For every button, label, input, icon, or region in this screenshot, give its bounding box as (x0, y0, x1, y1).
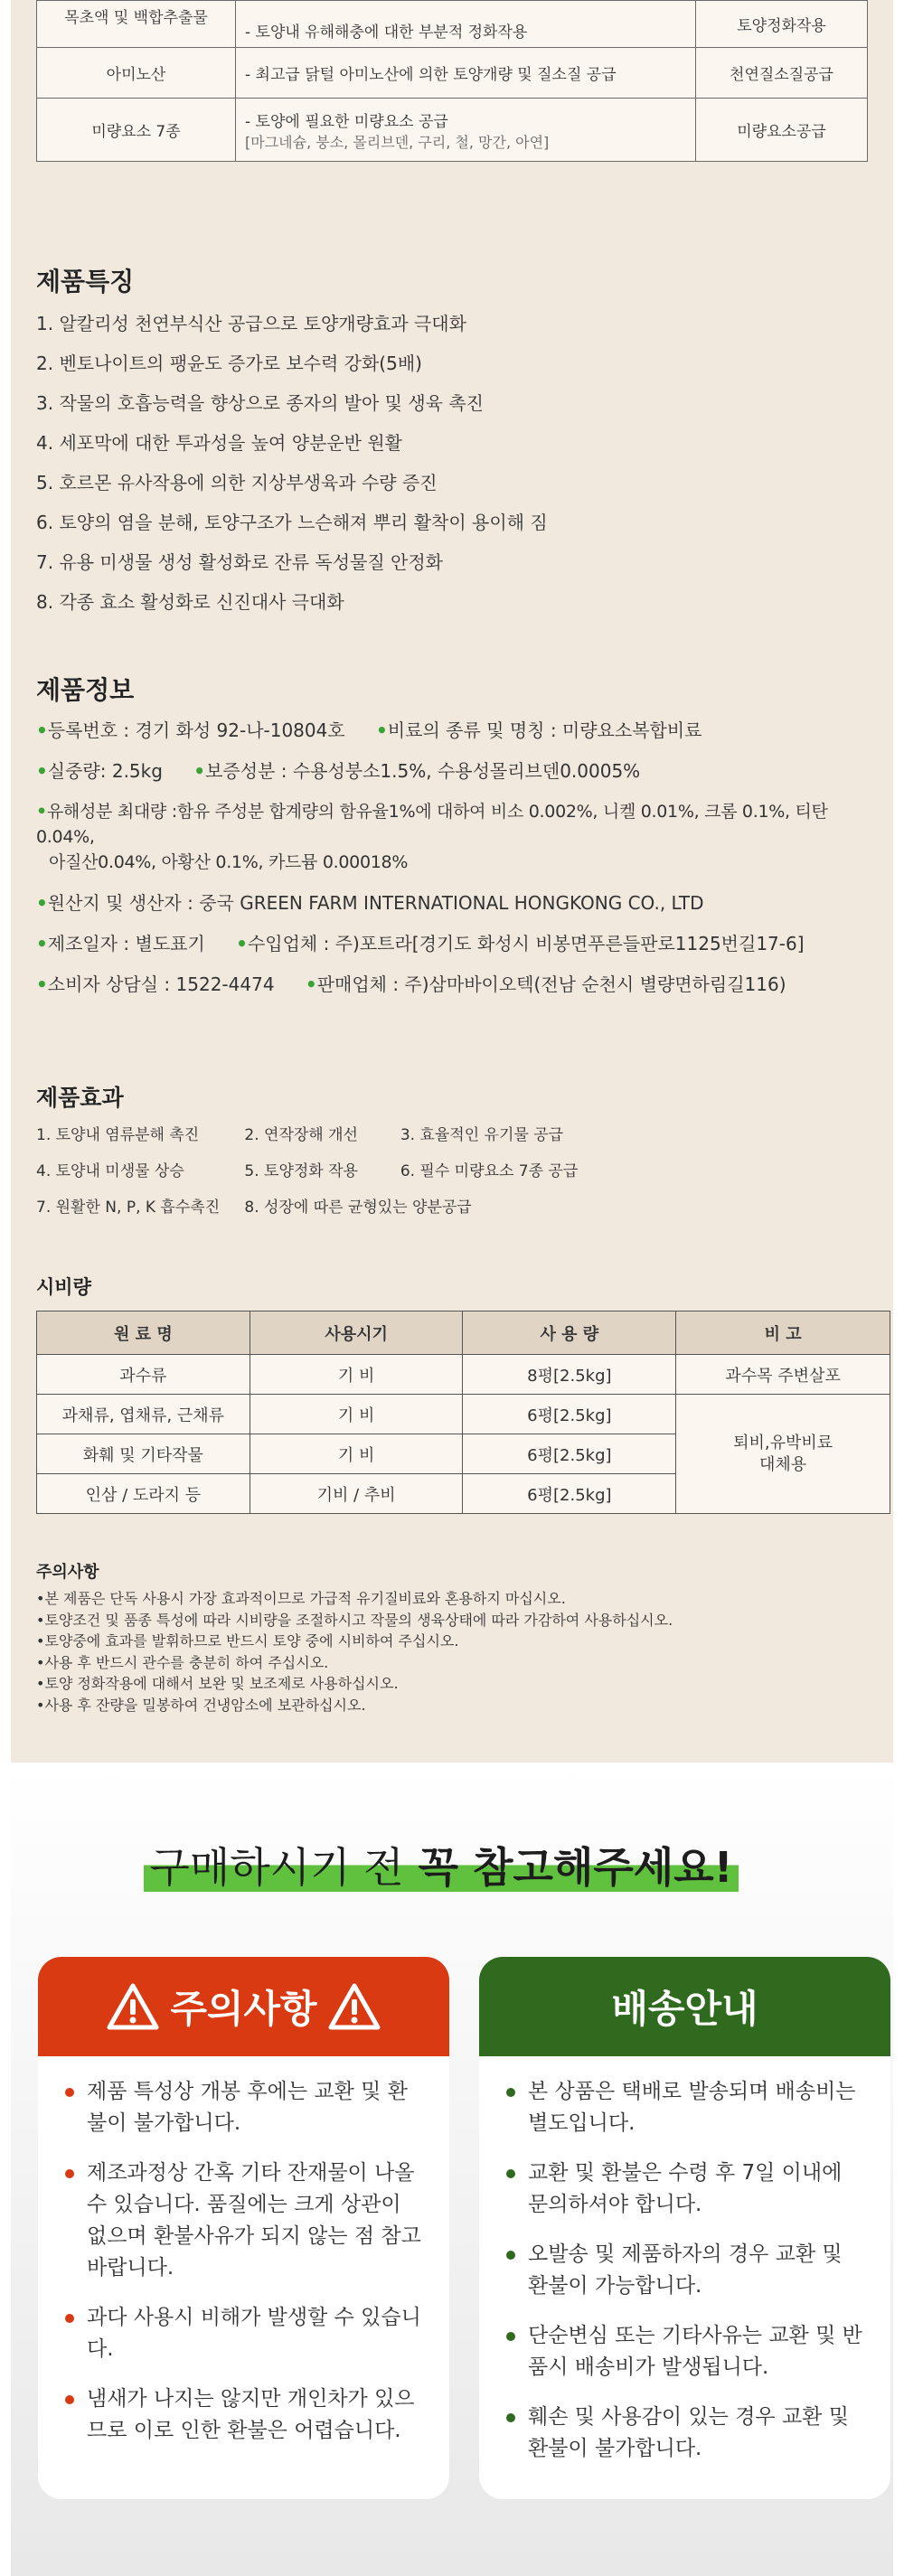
table-row (37, 48, 868, 99)
list-item: 7. 원활한 N, P, K 흡수촉진 (36, 1199, 221, 1217)
ingredient-desc: - 토양에 필요한 미량요소 공급 [마그네슘, 붕소, 몰리브덴, 구리, 철, 망간, 아연] (236, 99, 696, 162)
list-item: 3. 작물의 호흡능력을 향상으로 종자의 발아 및 생육 촉진 (36, 392, 484, 414)
list-item: 냄새가 나지는 않지만 개인차가 있으므로 이로 인한 환불은 어렵습니다. (65, 2383, 422, 2447)
ingredient-effect: 천연질소질공급 (696, 48, 868, 99)
usage-title: 시비량 (36, 1276, 91, 1298)
guarantee: 보증성분 : 수용성붕소1.5%, 수용성몰리브덴0.0005% (205, 760, 641, 782)
effects-row (36, 1196, 578, 1232)
list-item: •토양중에 효과를 발휘하므로 반드시 토양 중에 시비하여 주십시오. (36, 1632, 459, 1650)
table-cell: 기비 / 추비 (250, 1474, 463, 1514)
list-item: •본 제품은 단독 사용시 가장 효과적이므로 가급적 유기질비료와 혼용하지 마십시오. (36, 1590, 566, 1607)
headline-bold: 꼭 참고해주세요! (418, 1843, 733, 1892)
list-item: 훼손 및 사용감이 있는 경우 교환 및 환불이 불가합니다. (506, 2402, 863, 2465)
list-item: 제품 특성상 개봉 후에는 교환 및 환불이 불가합니다. (65, 2076, 422, 2139)
list-item: 6. 토양의 염을 분해, 토양구조가 느슨해져 뿌리 활착이 용이해 짐 (36, 512, 548, 533)
caution-title: 주의사항 (36, 1563, 99, 1582)
list-item: •사용 후 잔량을 밀봉하여 건냉암소에 보관하십시오. (36, 1696, 366, 1714)
list-item: 교환 및 환불은 수령 후 7일 이내에 문의하셔야 합니다. (506, 2158, 863, 2221)
list-item: 8. 성장에 따른 균형있는 양분공급 (244, 1199, 472, 1217)
list-item: 5. 토양정화 작용 (244, 1162, 358, 1180)
info-row: •소비자 상담실 : 1522-4474 •판매업체 : 주)삼마바이오텍(전남 순천시 별량면하림길116) (36, 973, 786, 995)
warning-card-header (38, 1957, 449, 2056)
info-row: •실중량: 2.5kg •보증성분 : 수용성붕소1.5%, 수용성몰리브덴0.0005% (36, 760, 641, 782)
delivery-card (479, 1957, 890, 2499)
table-cell: 8평[2.5kg] (463, 1355, 676, 1395)
table-cell: 인삼 / 도라지 등 (37, 1474, 250, 1514)
caution-block (36, 1559, 673, 1716)
ingredient-effect: 토양정화작용 (696, 1, 868, 48)
table-cell: 과수목 주변살포 (676, 1355, 890, 1395)
list-item: •토양조건 및 품종 특성에 따라 시비량을 조절하시고 작물의 생육상태에 따라 가감하여 사용하십시오. (36, 1611, 673, 1629)
usage-table (36, 1311, 890, 1514)
table-row (37, 1395, 890, 1434)
warning-card (38, 1957, 449, 2499)
list-item: •토양 정화작용에 대해서 보완 및 보조제로 사용하십시오. (36, 1675, 399, 1692)
column-header: 사 용 량 (463, 1312, 676, 1355)
list-item: 2. 벤토나이트의 팽윤도 증가로 보수력 강화(5배) (36, 353, 422, 374)
ingredient-name: 미량요소 7종 (37, 99, 236, 162)
features-title: 제품특징 (36, 267, 135, 296)
column-header: 사용시기 (250, 1312, 463, 1355)
effects-row (36, 1160, 578, 1196)
list-item: 1. 토양내 염류분해 촉진 (36, 1126, 200, 1144)
list-item: 단순변심 또는 기타사유는 교환 및 반품시 배송비가 발생됩니다. (506, 2320, 863, 2383)
table-cell: 기 비 (250, 1434, 463, 1474)
table-cell: 과수류 (37, 1355, 250, 1395)
contact: 소비자 상담실 : 1522-4474 (47, 973, 275, 995)
info-row: •원산지 및 생산자 : 중국 GREEN FARM INTERNATIONAL HONGKONG CO., LTD (36, 892, 704, 914)
column-header: 비 고 (676, 1312, 890, 1355)
manufacture-date: 제조일자 : 별도표기 (47, 933, 205, 954)
delivery-card-header (479, 1957, 890, 2056)
column-header: 원 료 명 (37, 1312, 250, 1355)
list-item: 4. 토양내 미생물 상승 (36, 1162, 184, 1180)
table-row (37, 99, 868, 162)
seller: 판매업체 : 주)삼마바이오텍(전남 순천시 별량면하림길116) (316, 973, 786, 995)
list-item: 과다 사용시 비해가 발생할 수 있습니다. (65, 2302, 422, 2365)
info-title: 제품정보 (36, 675, 135, 705)
list-item: 본 상품은 택배로 발송되며 배송비는 별도입니다. (506, 2076, 863, 2139)
delivery-list (479, 2056, 890, 2465)
origin: 원산지 및 생산자 : 중국 GREEN FARM INTERNATIONAL HONGKONG CO., LTD (47, 892, 704, 914)
harmful-content: 유해성분 최대량 :함유 주성분 합계량의 함유율1%에 대하여 비소 0.002%, 니켈 0.01%, 크롬 0.1%, 티탄 0.04%, (36, 802, 828, 847)
table-cell: 기 비 (250, 1395, 463, 1434)
table-cell: 과채류, 엽채류, 근채류 (37, 1395, 250, 1434)
info-row: •등록번호 : 경기 화성 92-나-10804호 •비료의 종류 및 명칭 : 미량요소복합비료 (36, 719, 702, 741)
list-item: 6. 필수 미량요소 7종 공급 (400, 1162, 579, 1180)
warning-card-title: 주의사항 (170, 1987, 317, 2031)
table-cell-merged: 퇴비,유박비료 대체용 (676, 1395, 890, 1514)
list-item: •사용 후 반드시 관수를 충분히 하여 주십시오. (36, 1653, 329, 1671)
headline-light: 구매하시기 전 (149, 1843, 404, 1892)
list-item: 1. 알칼리성 천연부식산 공급으로 토양개량효과 극대화 (36, 313, 466, 334)
table-cell: 화훼 및 기타작물 (37, 1434, 250, 1474)
caution-list (36, 1588, 673, 1716)
ingredient-table (36, 0, 868, 162)
reg-number: 등록번호 : 경기 화성 92-나-10804호 (47, 719, 345, 741)
table-cell: 6평[2.5kg] (463, 1474, 676, 1514)
effects-list (36, 1123, 578, 1232)
importer: 수입업체 : 주)포트라[경기도 화성시 비봉면푸른들판로1125번길17-6] (247, 933, 805, 954)
effects-row (36, 1123, 578, 1160)
table-row (37, 1, 868, 48)
notice-headline (0, 1835, 882, 1894)
table-cell: 6평[2.5kg] (463, 1395, 676, 1434)
delivery-card-title: 배송안내 (611, 1987, 758, 2031)
list-item: 3. 효율적인 유기물 공급 (400, 1126, 564, 1144)
list-item: 2. 연작장해 개선 (244, 1126, 358, 1144)
warning-icon (328, 1983, 381, 2030)
fertilizer-type: 비료의 종류 및 명칭 : 미량요소복합비료 (387, 719, 702, 741)
net-weight: 실중량: 2.5kg (47, 760, 163, 782)
list-item: 오발송 및 제품하자의 경우 교환 및 환불이 가능합니다. (506, 2239, 863, 2302)
ingredient-desc: - 토양내 유해해충에 대한 부분적 정화작용 (236, 1, 696, 48)
table-row (37, 1355, 890, 1395)
list-item: 제조과정상 간혹 기타 잔재물이 나올 수 있습니다. 품질에는 크게 상관이 없으며 환불사유가 되지 않는 점 참고 바랍니다. (65, 2158, 422, 2284)
table-cell: 기 비 (250, 1355, 463, 1395)
ingredient-effect: 미량요소공급 (696, 99, 868, 162)
warning-list (38, 2056, 449, 2447)
table-cell: 6평[2.5kg] (463, 1434, 676, 1474)
harmful-content-cont: 아질산0.04%, 아황산 0.1%, 카드뮴 0.00018% (49, 852, 409, 872)
info-row: •제조일자 : 별도표기 •수입업체 : 주)포트라[경기도 화성시 비봉면푸른들판로1125번길17-6] (36, 933, 805, 954)
ingredient-name: 아미노산 (37, 48, 236, 99)
effects-title: 제품효과 (36, 1085, 124, 1111)
list-item: 7. 유용 미생물 생성 활성화로 잔류 독성물질 안정화 (36, 551, 443, 573)
warning-icon (107, 1983, 159, 2030)
table-header-row (37, 1312, 890, 1355)
ingredient-name: 목초액 및 백합추출물 (37, 1, 236, 48)
list-item: 8. 각종 효소 활성화로 신진대사 극대화 (36, 591, 344, 613)
info-block (36, 718, 886, 1012)
ingredient-desc: - 최고급 닭털 아미노산에 의한 토양개량 및 질소질 공급 (236, 48, 696, 99)
features-list (36, 310, 548, 628)
list-item: 4. 세포막에 대한 투과성을 높여 양분운반 원활 (36, 432, 402, 454)
info-row: •유해성분 최대량 :함유 주성분 합계량의 함유율1%에 대하여 비소 0.002%, 니켈 0.01%, 크롬 0.1%, 티탄 0.04%, 아질산0.04%, 아황산 0.1%, 카드뮴 0.00018% (36, 799, 886, 875)
list-item: 5. 호르몬 유사작용에 의한 지상부생육과 수량 증진 (36, 472, 438, 494)
